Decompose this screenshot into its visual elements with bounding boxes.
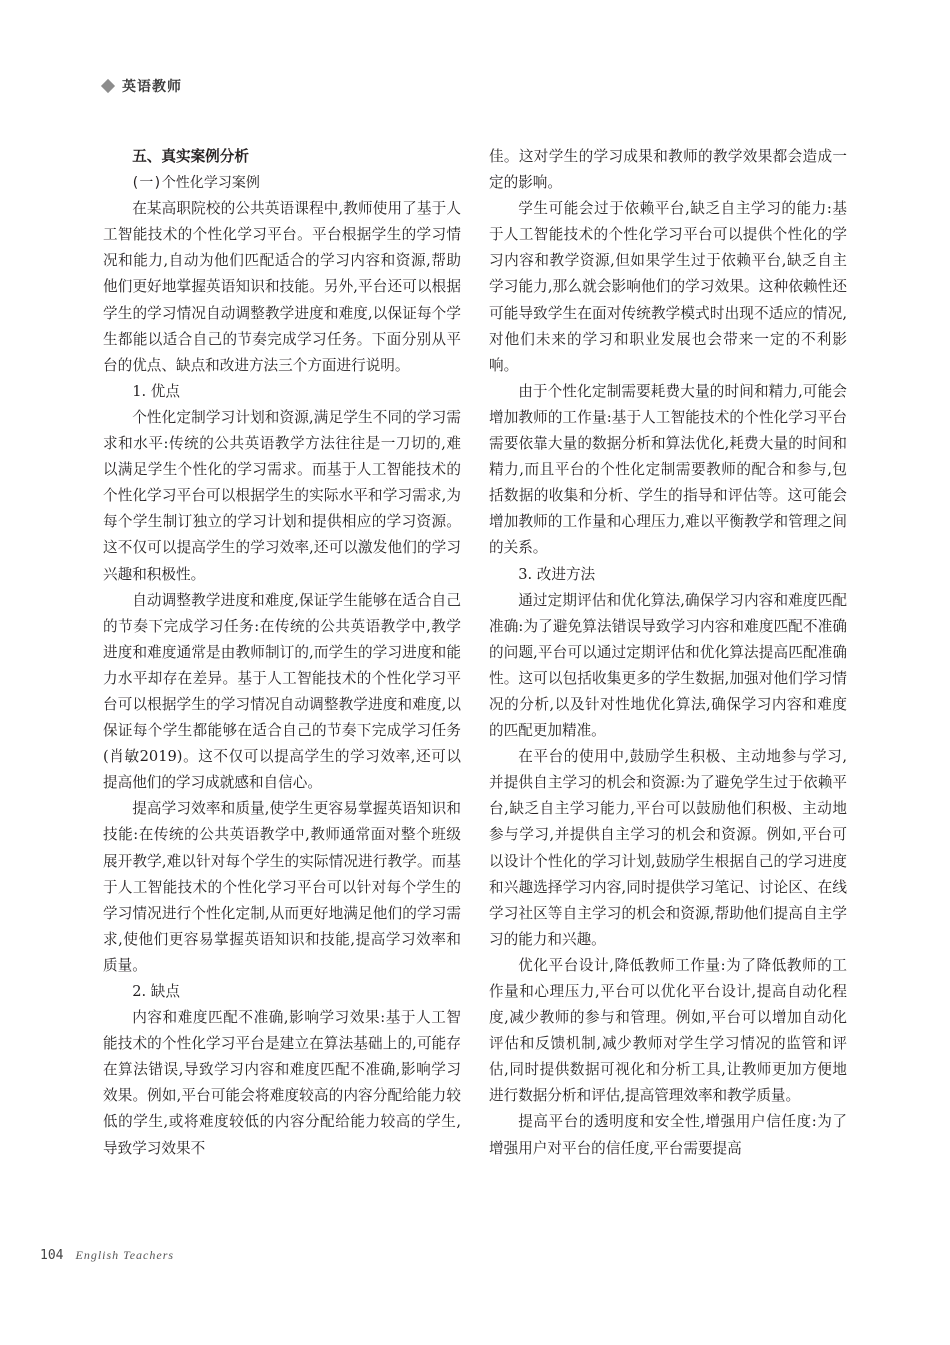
diamond-icon bbox=[101, 79, 115, 93]
paragraph-advantage-1: 个性化定制学习计划和资源,满足学生不同的学习需求和水平:传统的公共英语教学方法往往是一刀切的,难以满足学生个性化的学习需求。而基于人工智能技术的个性化学习平台可以根据学生的实际水平和学习需求,为每个学生制订独立的学习计划和提供相应的学习资源。这不仅可以提高学生的学习效率,还可以激发他们的学习兴趣和积极性。 bbox=[103, 408, 461, 583]
paragraph-disadvantage-2: 学生可能会过于依赖平台,缺乏自主学习的能力:基于人工智能技术的个性化学习平台可以提供个性化的学习内容和教学资源,但如果学生过于依赖平台,缺乏自主学习能力,那么就会影响他们的学习效果。这种依赖性还可能导致学生在面对传统教学模式时出现不适应的情况,对他们未来的学习和职业发展也会带来一定的不利影响。 bbox=[489, 200, 847, 374]
paragraph-improvement-2: 在平台的使用中,鼓励学生积极、主动地参与学习,并提供自主学习的机会和资源:为了避免学生过于依赖平台,缺乏自主学习能力,平台可以鼓励他们积极、主动地参与学习,并提供自主学习的机会和资源。例如,平台可以设计个性化的学习计划,鼓励学生根据自己的学习进度和兴趣选择学习内容,同时提供学习笔记、讨论区、在线学习社区等自主学习的机会和资源,帮助他们提高自主学习的能力和兴趣。 bbox=[489, 748, 847, 948]
paragraph-advantage-3: 提高学习效率和质量,使学生更容易掌握英语知识和技能:在传统的公共英语教学中,教师通常面对整个班级展开教学,难以针对每个学生的实际情况进行教学。而基于人工智能技术的个性化学习平台可以针对每个学生的学习情况进行个性化定制,从而更好地满足他们的学习需求,使他们更容易掌握英语知识和技能,提高学习效率和质量。 bbox=[103, 800, 461, 974]
heading-advantages: 1. 优点 bbox=[132, 382, 180, 400]
paragraph-intro: 在某高职院校的公共英语课程中,教师使用了基于人工智能技术的个性化学习平台。平台根据学生的学习情况和能力,自动为他们匹配适合的学习内容和资源,帮助他们更好地掌握英语知识和技能。另外,平台还可以根据学生的学习情况自动调整教学进度和难度,以保证每个学生都能以适合自己的节奏完成学习任务。下面分别从平台的优点、缺点和改进方法三个方面进行说明。 bbox=[103, 200, 461, 374]
heading-disadvantages: 2. 缺点 bbox=[132, 983, 180, 1000]
paragraph-improvement-4: 提高平台的透明度和安全性,增强用户信任度:为了增强用户对平台的信任度,平台需要提高 bbox=[489, 1113, 847, 1157]
subsection-title: (一)个性化学习案例 bbox=[131, 175, 260, 192]
page-number: 104 bbox=[40, 1248, 64, 1263]
paragraph-advantage-2: 自动调整教学进度和难度,保证学生能够在适合自己的节奏下完成学习任务:在传统的公共英语教学中,教学进度和难度通常是由教师制订的,而学生的学习进度和能力水平却存在差异。基于人工智能技术的个性化学习平台可以根据学生的学习情况自动调整教学进度和难度,以保证每个学生都能够在适合自己的节奏下完成学习任务(肖敏2019)。这不仅可以提高学生的学习效率,还可以提高他们的学习成就感和自信心。 bbox=[103, 591, 461, 792]
paragraph-improvement-1: 通过定期评估和优化算法,确保学习内容和难度匹配准确:为了避免算法错误导致学习内容和难度匹配不准确的问题,平台可以通过定期评估和优化算法提高匹配准确性。这可以包括收集更多的学生数据,加强对他们学习情况的分析,以及针对性地优化算法,确保学习内容和难度的匹配更加精准。 bbox=[489, 591, 847, 740]
paragraph-disadvantage-1: 内容和难度匹配不准确,影响学习效果:基于人工智能技术的个性化学习平台是建立在算法基础上的,可能存在算法错误,导致学习内容和难度匹配不准确,影响学习效果。例如,平台可能会将难度较高的内容分配给能力较低的学生,或将难度较低的内容分配给能力较高的学生,导致学习效果不 bbox=[103, 1009, 461, 1157]
page-footer bbox=[40, 1248, 174, 1263]
journal-section-title: 英语教师 bbox=[122, 79, 182, 95]
running-header bbox=[103, 76, 182, 96]
paragraph-disadvantage-3: 由于个性化定制需要耗费大量的时间和精力,可能会增加教师的工作量:基于人工智能技术的个性化学习平台需要依靠大量的数据分析和算法优化,耗费大量的时间和精力,而且平台的个性化定制需要教师的配合和参与,包括数据的收集和分析、学生的指导和评估等。这可能会增加教师的工作量和心理压力,难以平衡教学和管理之间的关系。 bbox=[489, 382, 847, 557]
paragraph-disadvantage-1-continued: 佳。这对学生的学习成果和教师的教学效果都会造成一定的影响。 bbox=[489, 148, 847, 192]
right-column bbox=[489, 144, 847, 1162]
journal-name: English Teachers bbox=[75, 1248, 175, 1262]
left-column bbox=[103, 144, 461, 1162]
heading-improvements: 3. 改进方法 bbox=[518, 565, 596, 583]
paragraph-improvement-3: 优化平台设计,降低教师工作量:为了降低教师的工作量和心理压力,平台可以优化平台设计,提高自动化程度,减少教师的参与和管理。例如,平台可以增加自动化评估和反馈机制,减少教师对学生学习情况的监管和评估,同时提供数据可视化和分析工具,让教师更加方便地进行数据分析和评估,提高管理效率和教学质量。 bbox=[489, 956, 847, 1105]
section-title: 五、真实案例分析 bbox=[132, 148, 249, 165]
